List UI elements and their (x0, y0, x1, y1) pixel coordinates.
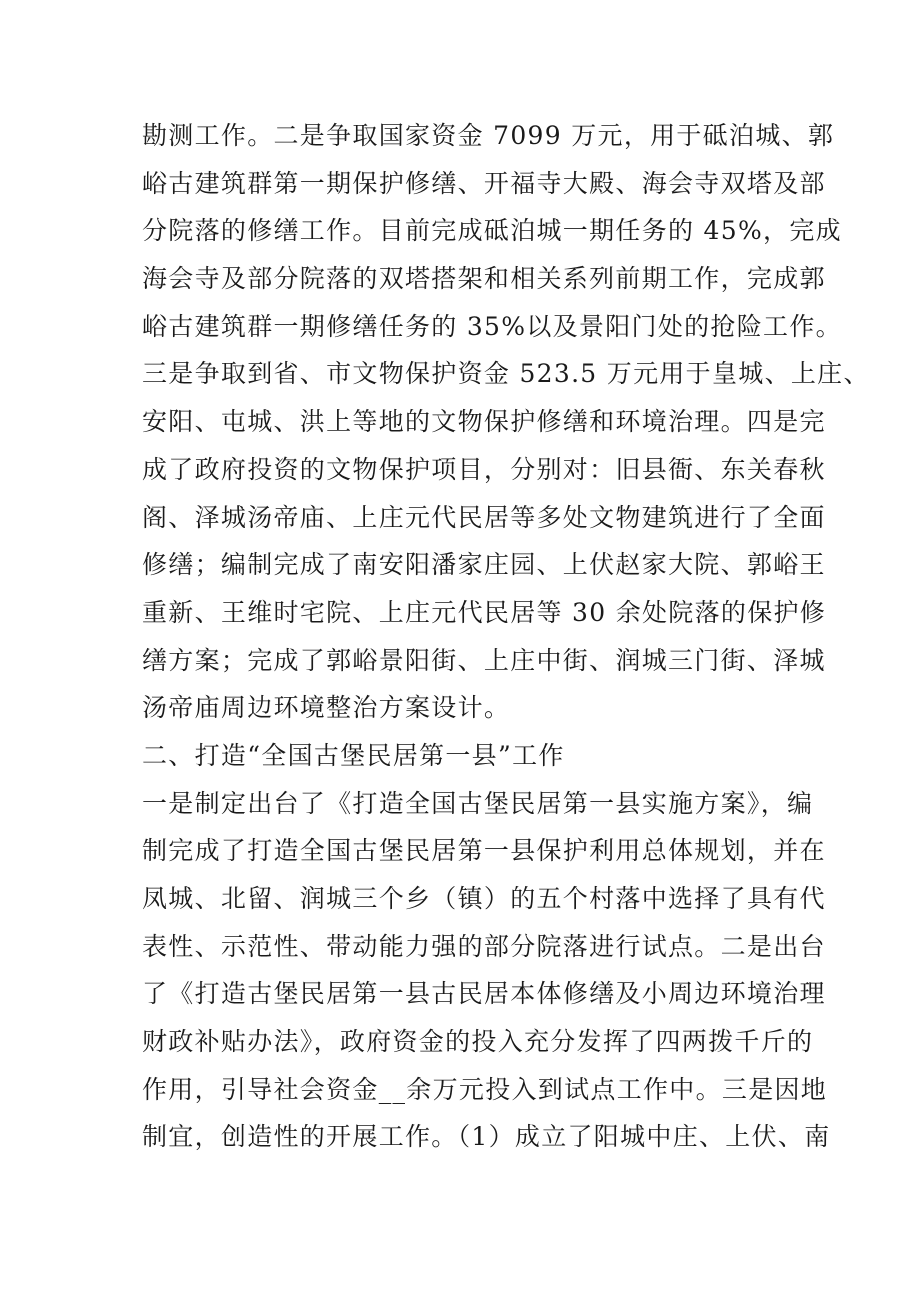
text-line: 峪古建筑群第一期保护修缮、开福寺大殿、海会寺双塔及部 (142, 168, 826, 198)
text-line: 财政补贴办法》，政府资金的投入充分发挥了四两拨千斤的 (142, 1027, 814, 1057)
text-line: 分院落的修缮工作。目前完成砥泊城一期任务的 45%，完成 (142, 216, 842, 246)
text-line: 峪古建筑群一期修缮任务的 35%以及景阳门处的抢险工作。 (142, 311, 842, 341)
text-line: 制宜，创造性的开展工作。（1）成立了阳城中庄、上伏、南 (142, 1122, 831, 1152)
text-line: 了《打造古堡民居第一县古民居本体修缮及小周边环境治理 (142, 979, 826, 1009)
text-line: 阁、泽城汤帝庙、上庄元代民居等多处文物建筑进行了全面 (142, 502, 826, 532)
text-line: 制完成了打造全国古堡民居第一县保护利用总体规划，并在 (142, 836, 826, 866)
text-line: 缮方案；完成了郭峪景阳街、上庄中街、润城三门街、泽城 (142, 645, 826, 675)
text-line: 成了政府投资的文物保护项目，分别对：旧县衙、东关春秋 (142, 454, 826, 484)
text-line: 表性、示范性、带动能力强的部分院落进行试点。二是出台 (142, 931, 826, 961)
text-line: 安阳、屯城、洪上等地的文物保护修缮和环境治理。四是完 (142, 407, 826, 437)
text-line: 凤城、北留、润城三个乡（镇）的五个村落中选择了具有代 (142, 884, 826, 913)
body-text (142, 112, 870, 1161)
text-line: 勘测工作。二是争取国家资金 7099 万元，用于砥泊城、郭 (142, 121, 835, 150)
text-line: 二、打造“全国古堡民居第一县”工作 (142, 740, 565, 770)
text-line: 重新、王维时宅院、上庄元代民居等 30 余处院落的保护修 (142, 597, 827, 627)
text-line: 海会寺及部分院落的双塔搭架和相关系列前期工作，完成郭 (142, 264, 826, 294)
text-line: 汤帝庙周边环境整治方案设计。 (142, 693, 511, 723)
text-line: 三是争取到省、市文物保护资金 523.5 万元用于皇城、上庄、 (142, 359, 870, 389)
text-line: 一是制定出台了《打造全国古堡民居第一县实施方案》，编 (142, 788, 814, 818)
text-line: 作用，引导社会资金__余万元投入到试点工作中。三是因地 (142, 1074, 828, 1104)
text-line: 修缮；编制完成了南安阳潘家庄园、上伏赵家大院、郭峪王 (142, 550, 826, 580)
